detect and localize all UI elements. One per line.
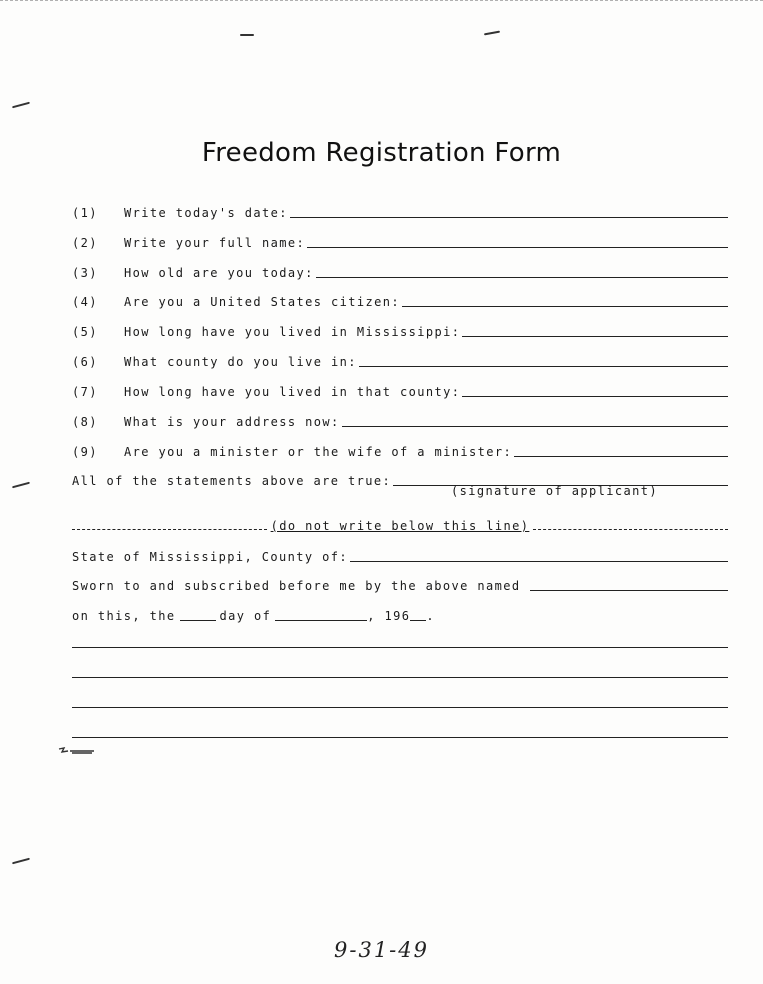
scan-mark (12, 102, 30, 109)
question-row (72, 349, 728, 369)
question-row (72, 260, 728, 280)
question-number: (1) (72, 206, 98, 220)
question-prompt: How old are you today: (124, 266, 314, 280)
question-prompt: How long have you lived in Mississippi: (124, 325, 461, 339)
county-row (72, 544, 728, 564)
answer-field[interactable] (359, 366, 728, 367)
sworn-name-field[interactable] (530, 590, 728, 591)
date-prefix: on this, the (72, 609, 176, 623)
sworn-label: Sworn to and subscribed before me by the above named (72, 579, 521, 593)
answer-field[interactable] (342, 426, 728, 427)
county-label: State of Mississippi, County of: (72, 550, 348, 564)
answer-field[interactable] (402, 306, 728, 307)
question-number: (3) (72, 266, 98, 280)
divider-dash-left (72, 529, 267, 530)
handwritten-note: 9-31-49 (334, 938, 429, 962)
answer-field[interactable] (316, 277, 728, 278)
divider-dash-right (533, 529, 728, 530)
question-prompt: Write your full name: (124, 236, 306, 250)
question-row (72, 409, 728, 429)
year-field[interactable] (410, 620, 426, 621)
question-number: (7) (72, 385, 98, 399)
answer-field[interactable] (290, 217, 728, 218)
county-field[interactable] (350, 561, 728, 562)
question-prompt: How long have you lived in that county: (124, 385, 461, 399)
question-number: (4) (72, 295, 98, 309)
blank-ruled-line[interactable] (72, 737, 728, 738)
question-prompt: Write today's date: (124, 206, 288, 220)
form-title: Freedom Registration Form (201, 138, 562, 168)
divider-text: (do not write below this line) (270, 519, 530, 533)
answer-field[interactable] (462, 396, 728, 397)
day-of-label: day of (219, 609, 272, 623)
question-prompt: What county do you live in: (124, 355, 357, 369)
blank-ruled-line[interactable] (72, 677, 728, 678)
official-use-divider (72, 513, 728, 533)
page-top-edge (0, 0, 763, 1)
scribble-mark (58, 746, 96, 756)
answer-field[interactable] (462, 336, 728, 337)
year-prefix: , 196 (367, 609, 411, 623)
question-number: (6) (72, 355, 98, 369)
blank-ruled-line[interactable] (72, 707, 728, 708)
question-row (72, 319, 728, 339)
question-number: (2) (72, 236, 98, 250)
month-field[interactable] (275, 620, 367, 621)
date-row (72, 603, 435, 623)
answer-field[interactable] (307, 247, 728, 248)
question-row (72, 200, 728, 220)
question-number: (5) (72, 325, 98, 339)
date-suffix: . (426, 609, 435, 623)
question-number: (8) (72, 415, 98, 429)
scan-mark (12, 482, 30, 489)
attestation-text: All of the statements above are true: (72, 474, 392, 488)
answer-field[interactable] (514, 456, 728, 457)
question-row (72, 230, 728, 250)
scan-mark (484, 31, 500, 36)
question-prompt: Are you a United States citizen: (124, 295, 400, 309)
day-field[interactable] (180, 620, 216, 621)
question-prompt: Are you a minister or the wife of a minister: (124, 445, 513, 459)
question-row (72, 439, 728, 459)
question-prompt: What is your address now: (124, 415, 340, 429)
scan-mark (240, 34, 254, 36)
blank-ruled-line[interactable] (72, 647, 728, 648)
sworn-row (72, 573, 728, 593)
signature-label: (signature of applicant) (451, 484, 658, 498)
question-number: (9) (72, 445, 98, 459)
scan-mark (12, 858, 30, 865)
question-row (72, 379, 728, 399)
question-row (72, 289, 728, 309)
